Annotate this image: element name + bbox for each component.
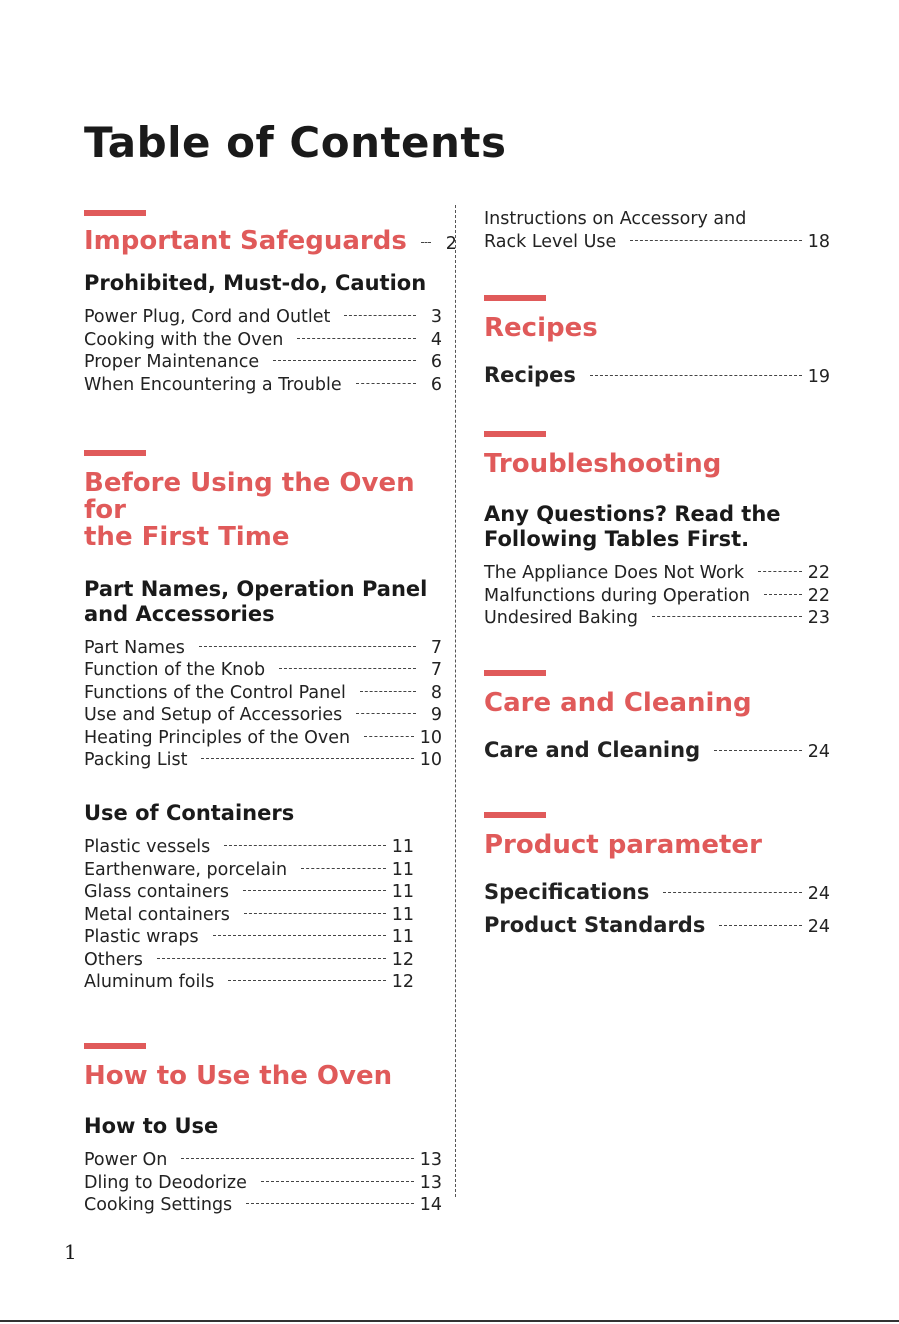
- toc-entry[interactable]: [484, 585, 830, 607]
- dot-leader: [301, 868, 386, 869]
- dot-leader: [213, 935, 386, 936]
- toc-entry[interactable]: [84, 637, 442, 659]
- entry-title: Others: [84, 949, 143, 970]
- toc-list: [84, 836, 414, 993]
- entry-title: Part Names: [84, 638, 185, 659]
- section-title: Important Safeguards: [84, 226, 407, 256]
- dot-leader: [663, 892, 801, 893]
- subsection-title: [484, 502, 830, 552]
- section-accent-bar: [484, 295, 546, 301]
- entry-title: Dling to Deodorize: [84, 1172, 247, 1193]
- entry-title: Functions of the Control Panel: [84, 682, 346, 703]
- page-ref: 2: [445, 234, 457, 254]
- page-ref: 24: [807, 883, 830, 904]
- dot-leader: [244, 913, 386, 914]
- entry-title: Care and Cleaning: [484, 737, 701, 762]
- entry-title: Malfunctions during Operation: [484, 585, 750, 606]
- page-ref: 7: [430, 638, 442, 659]
- toc-entry[interactable]: [84, 374, 442, 396]
- page-ref: 18: [807, 232, 830, 252]
- entry-title: Earthenware, porcelain: [84, 859, 288, 880]
- toc-entry[interactable]: [84, 1149, 442, 1171]
- dot-leader: [719, 925, 801, 926]
- page-ref: 22: [807, 563, 830, 584]
- dot-leader: [764, 594, 802, 595]
- page-number: 1: [64, 1240, 77, 1264]
- dot-leader: [157, 958, 386, 959]
- toc-entry[interactable]: [484, 360, 830, 393]
- page-ref: 19: [807, 367, 830, 388]
- dot-leader: [590, 375, 802, 376]
- page-ref: 10: [419, 727, 442, 748]
- dot-leader: [297, 338, 416, 339]
- toc-entry[interactable]: [84, 926, 414, 948]
- page-ref: 22: [807, 585, 830, 606]
- left-column: [84, 210, 457, 1217]
- section-title: Recipes: [484, 313, 598, 344]
- toc-list: [484, 562, 830, 629]
- subsection-title-line: Any Questions? Read the: [484, 502, 781, 527]
- page-ref: 8: [430, 682, 442, 703]
- entry-title: Power Plug, Cord and Outlet: [84, 307, 331, 328]
- section-accent-bar: [84, 210, 146, 216]
- toc-entry[interactable]: [84, 727, 442, 749]
- entry-title: The Appliance Does Not Work: [484, 563, 744, 584]
- entry-title: Cooking with the Oven: [84, 329, 284, 350]
- section-accent-bar: [84, 450, 146, 456]
- entry-title: Function of the Knob: [84, 660, 266, 681]
- dot-leader: [344, 315, 416, 316]
- entry-title: Instructions on Accessory and: [484, 209, 747, 229]
- page-ref: 3: [430, 307, 442, 328]
- toc-entry[interactable]: [84, 1172, 442, 1194]
- bottom-rule: [0, 1320, 899, 1322]
- page-ref: 11: [391, 882, 414, 903]
- toc-entry[interactable]: [84, 1194, 442, 1216]
- subsection-title-line: Following Tables First.: [484, 527, 750, 552]
- toc-entry[interactable]: [84, 949, 414, 971]
- page-title: Table of Contents: [84, 118, 507, 167]
- dot-leader: [201, 758, 413, 759]
- toc-entry[interactable]: [484, 562, 830, 584]
- page-ref: 11: [391, 837, 414, 858]
- toc-list: [84, 1149, 442, 1216]
- dot-leader: [261, 1181, 414, 1182]
- entry-title: Packing List: [84, 750, 188, 771]
- section-title-line: the First Time: [84, 522, 290, 553]
- toc-entry[interactable]: [84, 682, 442, 704]
- page-ref: 10: [419, 750, 442, 771]
- toc-entry[interactable]: [84, 836, 414, 858]
- page-ref: 12: [391, 971, 414, 992]
- subsection-title-line: and Accessories: [84, 602, 275, 627]
- dot-leader: [714, 750, 802, 751]
- dot-leader: [246, 1203, 414, 1204]
- section-accent-bar: [484, 812, 546, 818]
- toc-entry[interactable]: [84, 749, 442, 771]
- entry-title: Specifications: [484, 879, 650, 904]
- toc-entry[interactable]: [484, 910, 830, 943]
- toc-entry[interactable]: [84, 351, 442, 373]
- page-ref: 13: [419, 1172, 442, 1193]
- dot-leader: [421, 242, 431, 243]
- entry-title: Use and Setup of Accessories: [84, 705, 343, 726]
- toc-entry[interactable]: [84, 971, 414, 993]
- section-title: Care and Cleaning: [484, 687, 752, 718]
- dot-leader: [364, 736, 414, 737]
- toc-entry[interactable]: [84, 659, 442, 681]
- entry-title: Aluminum foils: [84, 971, 215, 992]
- entry-title: When Encountering a Trouble: [84, 374, 342, 395]
- toc-entry[interactable]: [84, 704, 442, 726]
- dot-leader: [228, 980, 385, 981]
- page-ref: 23: [807, 608, 830, 629]
- page-ref: 14: [419, 1195, 442, 1216]
- toc-entry[interactable]: [84, 306, 442, 328]
- toc-entry[interactable]: [84, 329, 442, 351]
- toc-entry-accessory[interactable]: [484, 208, 830, 253]
- section-title: Product parameter: [484, 829, 762, 860]
- column-divider: [455, 205, 456, 1197]
- dot-leader: [181, 1158, 413, 1159]
- page-ref: 11: [391, 927, 414, 948]
- section-accent-bar: [484, 670, 546, 676]
- dot-leader: [630, 240, 801, 241]
- page-ref: 6: [430, 352, 442, 373]
- subsection-title: How to Use: [84, 1114, 219, 1139]
- dot-leader: [199, 646, 416, 647]
- section-title: [84, 470, 442, 551]
- entry-title: Glass containers: [84, 882, 229, 903]
- toc-list: [484, 877, 830, 943]
- entry-title: Power On: [84, 1150, 168, 1171]
- entry-title: Proper Maintenance: [84, 352, 260, 373]
- page-ref: 13: [419, 1150, 442, 1171]
- section-title-line: Before Using the Oven for: [84, 468, 415, 526]
- section-accent-bar: [84, 1043, 146, 1049]
- toc-entry[interactable]: [484, 607, 830, 629]
- toc-entry[interactable]: [84, 904, 414, 926]
- entry-title: Plastic vessels: [84, 837, 211, 858]
- page-ref: 4: [430, 329, 442, 350]
- page-ref: 11: [391, 859, 414, 880]
- subsection-title-line: Part Names, Operation Panel: [84, 577, 428, 602]
- entry-title: Recipes: [484, 363, 576, 388]
- subsection-title: Use of Containers: [84, 801, 295, 826]
- subsection-title: Prohibited, Must-do, Caution: [84, 271, 427, 296]
- section-title: Troubleshooting: [484, 449, 722, 480]
- entry-title: Metal containers: [84, 904, 230, 925]
- dot-leader: [758, 571, 802, 572]
- entry-title: Undesired Baking: [484, 608, 638, 629]
- toc-entry[interactable]: [84, 881, 414, 903]
- subsection-title: [84, 577, 442, 627]
- section-accent-bar: [484, 431, 546, 437]
- toc-section-important-safeguards[interactable]: [84, 226, 457, 256]
- page-ref: 7: [430, 660, 442, 681]
- entry-title: Heating Principles of the Oven: [84, 727, 351, 748]
- page-ref: 24: [807, 916, 830, 937]
- dot-leader: [652, 616, 802, 617]
- entry-title: Rack Level Use: [484, 232, 617, 252]
- page-ref: 6: [430, 374, 442, 395]
- toc-list: [84, 306, 442, 396]
- dot-leader: [279, 668, 416, 669]
- toc-entry[interactable]: [484, 735, 830, 768]
- toc-entry[interactable]: [84, 859, 414, 881]
- dot-leader: [356, 383, 416, 384]
- dot-leader: [273, 360, 416, 361]
- page-ref: 12: [391, 949, 414, 970]
- page-ref: 9: [430, 705, 442, 726]
- section-title: How to Use the Oven: [84, 1061, 393, 1092]
- entry-title: Cooking Settings: [84, 1195, 233, 1216]
- dot-leader: [356, 713, 416, 714]
- entry-title: Product Standards: [484, 912, 706, 937]
- toc-entry: [484, 231, 830, 253]
- dot-leader: [360, 691, 416, 692]
- right-column: [484, 208, 830, 943]
- toc-entry[interactable]: [484, 877, 830, 910]
- entry-title: Plastic wraps: [84, 927, 199, 948]
- dot-leader: [243, 890, 386, 891]
- page-ref: 11: [391, 904, 414, 925]
- page-ref: 24: [807, 741, 830, 762]
- dot-leader: [224, 845, 385, 846]
- toc-list: [84, 637, 442, 771]
